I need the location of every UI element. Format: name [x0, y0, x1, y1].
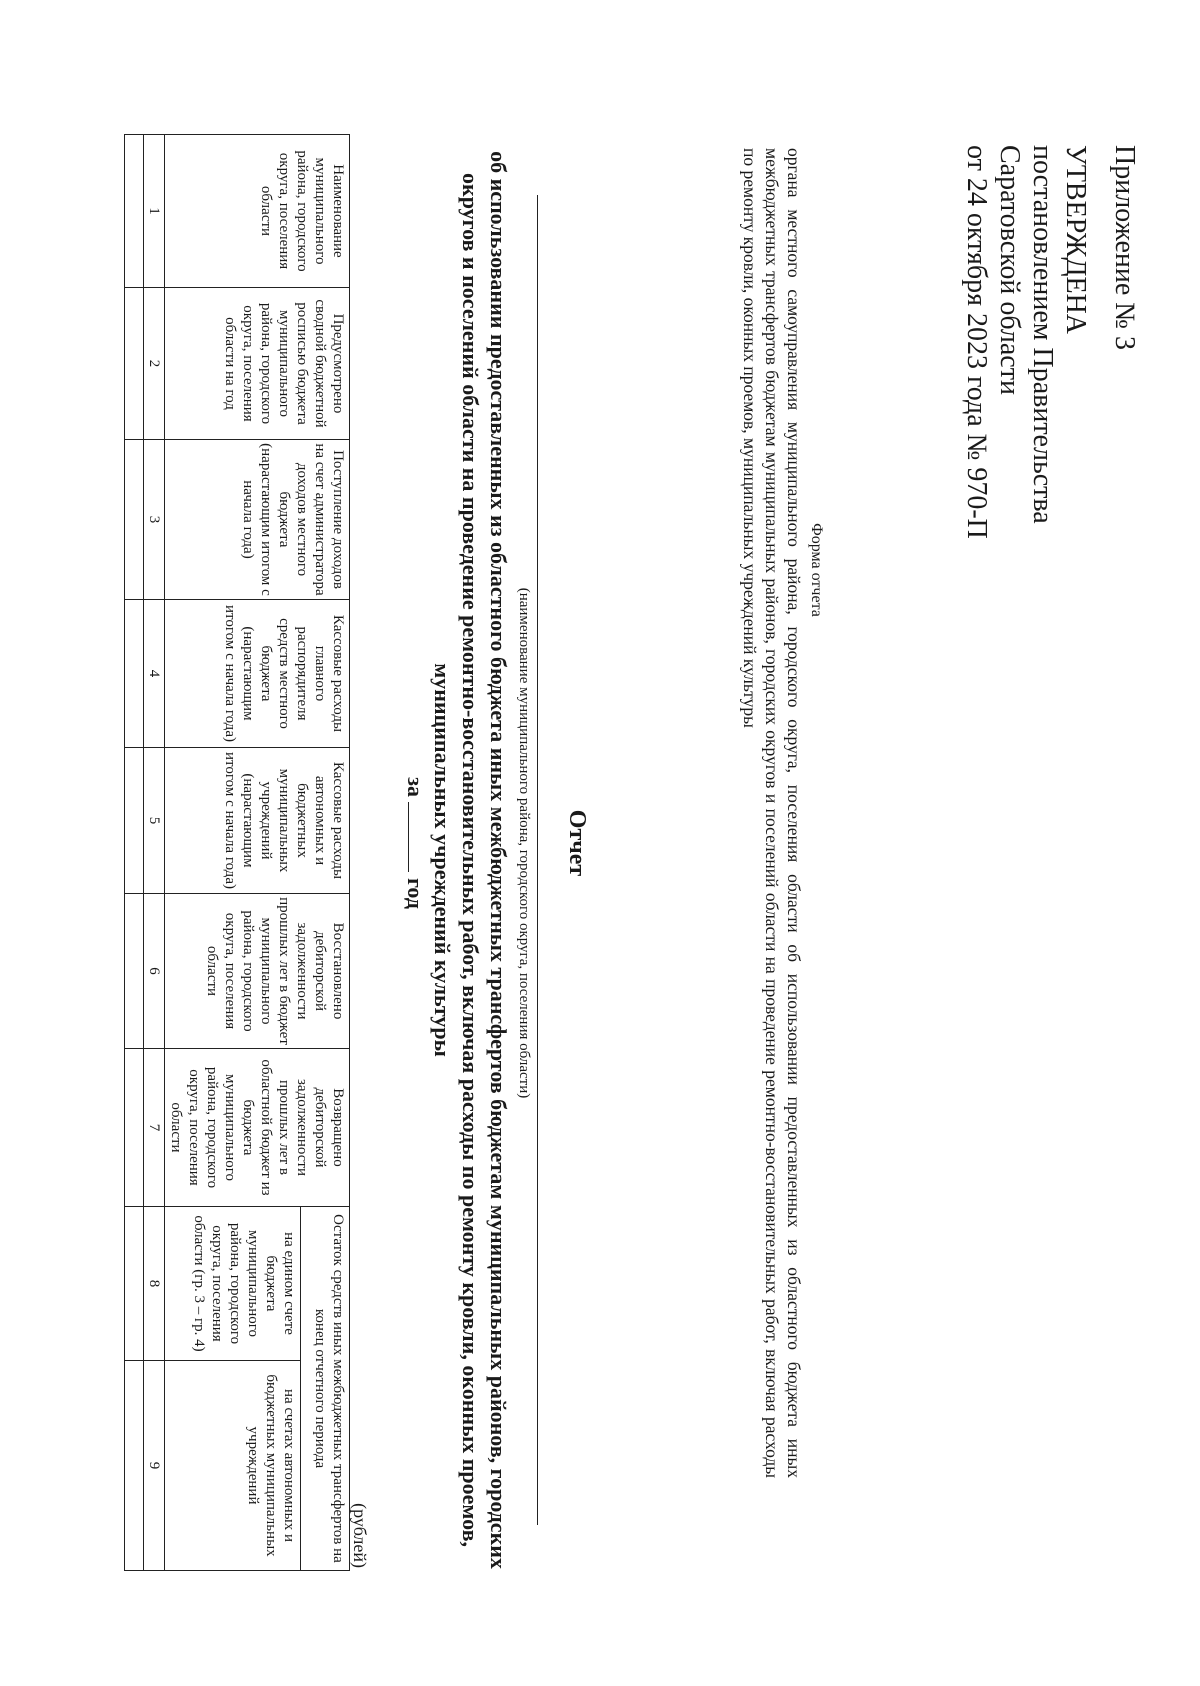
table-cell — [125, 1049, 144, 1207]
approval-block — [960, 145, 1092, 665]
period-blank — [408, 802, 425, 872]
table-cell — [125, 135, 144, 288]
report-table — [124, 134, 350, 1571]
empty-data-row — [125, 135, 144, 1571]
report-subject: об использовании предоставленных из областного бюджета иных межбюджетных трансфертов бюджетам муниципальных районов, городских округов и поселений области на проведение ремонтно-восстановительных работ, включая расходы по ремонту кровли, оконных проемов, муниципальных учреждений культуры — [430, 151, 511, 1569]
column-number: 7 — [144, 1049, 165, 1207]
approval-line: постановлением Правительства — [1027, 145, 1058, 524]
column-header: Кассовые расходы главного распорядителя средств местного бюджета (нарастающим итогом с начала года) — [165, 600, 350, 748]
column-header: Поступление доходов на счет администратора доходов местного бюджета (нарастающим итогом с начала года) — [165, 440, 350, 600]
form-label: Форма отчета — [808, 523, 825, 617]
approval-line: от 24 октября 2023 года № 970-П — [961, 145, 992, 539]
column-header: Кассовые расходы автономных и бюджетных муниципальных учреждений (нарастающим итогом с начала года) — [165, 748, 350, 894]
column-number: 5 — [144, 748, 165, 894]
report-title: Отчет — [564, 809, 590, 877]
unit-label: (рублей) — [350, 1503, 370, 1568]
sub-column-header: на едином счете бюджета муниципального района, городского округа, поселения области (гр. 3 – гр. 4) — [165, 1207, 301, 1361]
table-cell — [125, 600, 144, 748]
table-cell — [125, 1361, 144, 1571]
approval-line: УТВЕРЖДЕНА — [1060, 145, 1091, 335]
column-header: Возвращено дебиторской задолженности прошлых лет в областной бюджет из бюджета муниципального района, городского округа, поселения области — [165, 1049, 350, 1207]
report-period — [402, 0, 428, 1686]
column-number: 8 — [144, 1207, 165, 1361]
column-number: 9 — [144, 1361, 165, 1571]
table-cell — [125, 288, 144, 440]
column-number: 2 — [144, 288, 165, 440]
period-suffix: год — [403, 877, 428, 909]
form-description: органа местного самоуправления муниципального района, городского округа, поселения области об использовании предоставленных из областного бюджета иных межбюджетных трансфертов бюджетам муниципальных районов, городских округов и поселений области на проведение ремонтно-восстановительных работ, включая расходы по ремонту кровли, оконных проемов, муниципальных учреждений культуры — [740, 148, 804, 1478]
table-cell — [125, 894, 144, 1049]
column-number: 3 — [144, 440, 165, 600]
table-cell — [125, 440, 144, 600]
column-number: 4 — [144, 600, 165, 748]
appendix-label: Приложение № 3 — [1109, 145, 1140, 350]
column-number: 6 — [144, 894, 165, 1049]
table-cell — [125, 748, 144, 894]
name-caption: (наименование муниципального района, городского округа, поселения области) — [516, 587, 532, 1099]
group-header: Остаток средств иных межбюджетных трансфертов на конец отчетного периода — [300, 1207, 349, 1571]
column-number-row — [144, 135, 165, 1571]
column-header: Предусмотрено сводной бюджетной росписью бюджета муниципального района, городского округа, поселения области на год — [165, 288, 350, 440]
column-number: 1 — [144, 135, 165, 288]
period-prefix: за — [403, 777, 428, 797]
table-cell — [125, 1207, 144, 1361]
column-header: Восстановлено дебиторской задолженности прошлых лет в бюджет муниципального района, городского округа, поселения области — [165, 894, 350, 1049]
name-blank-line — [537, 195, 538, 1525]
approval-line: Саратовской области — [994, 145, 1025, 395]
sub-column-header: на счетах автономных и бюджетных муниципальных учреждений — [165, 1361, 301, 1571]
column-header: Наименование муниципального района, городского округа, поселения области — [165, 135, 350, 288]
